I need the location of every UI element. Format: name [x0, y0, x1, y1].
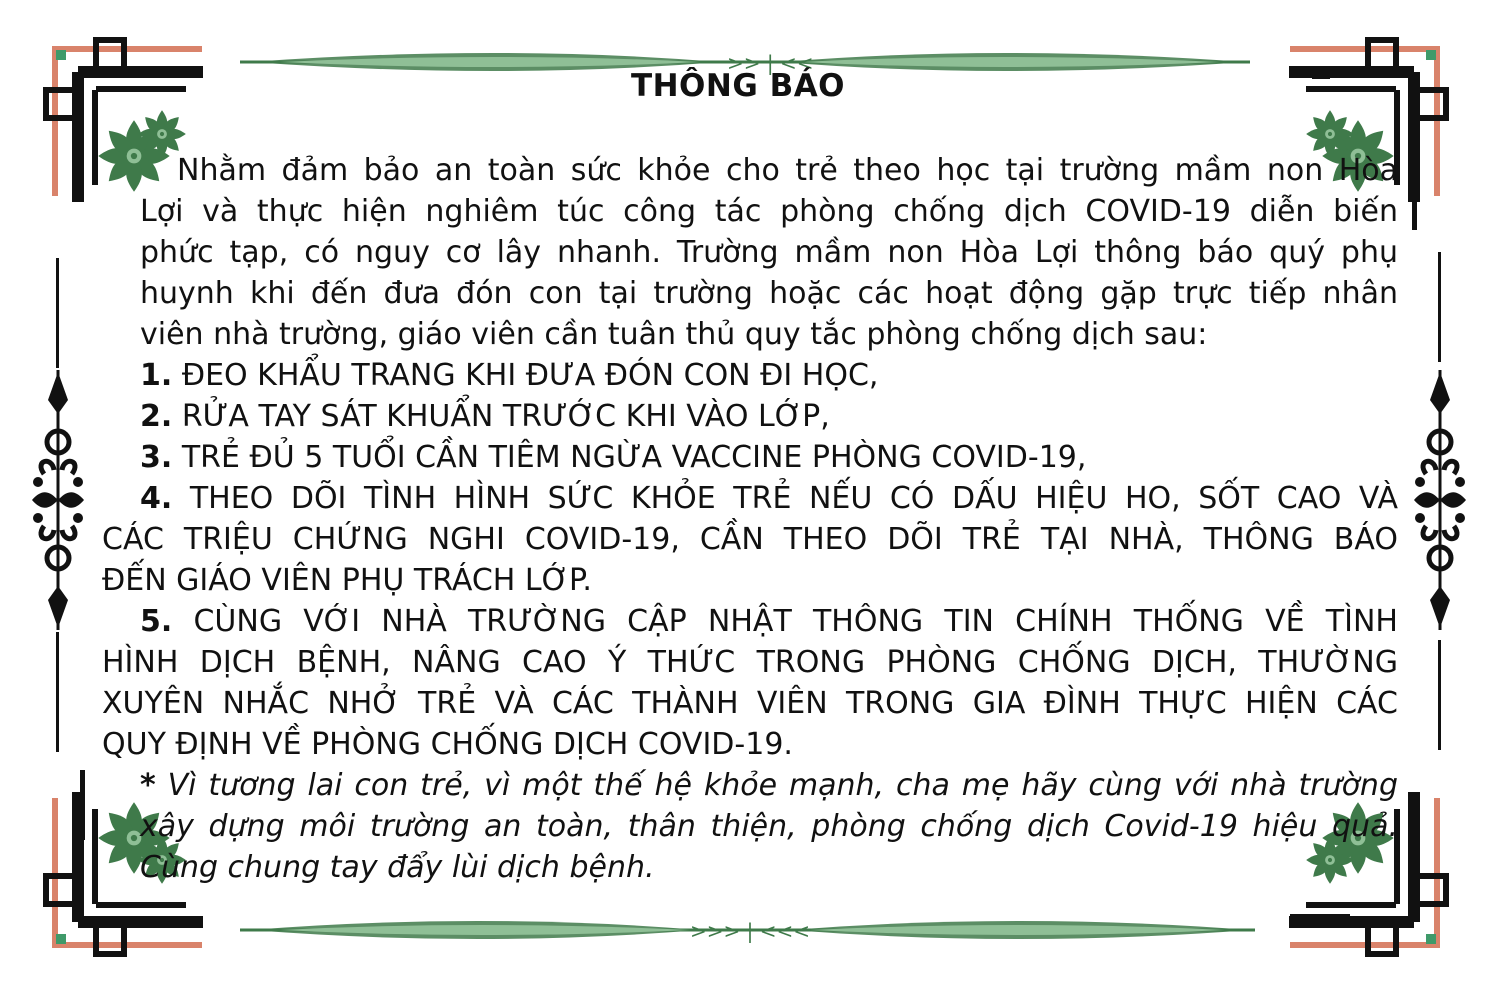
- intro-line: phức tạp, có nguy cơ lây nhanh. Trường mầm non Hòa Lợi thông báo quý phụ: [140, 235, 1398, 270]
- rule-text: CÁC TRIỆU CHỨNG NGHI COVID-19, CẦN THEO DÕI TRẺ TẠI NHÀ, THÔNG BÁO: [102, 522, 1398, 557]
- notice-title: THÔNG BÁO: [630, 68, 846, 104]
- closing-text: Cùng chung tay đẩy lùi dịch bệnh.: [140, 850, 655, 885]
- closing-text: xây dựng môi trường an toàn, thân thiện, phòng chống dịch Covid-19 hiệu quả.: [140, 809, 1398, 844]
- rule-text: TRẺ ĐỦ 5 TUỔI CẦN TIÊM NGỪA VACCINE PHÒNG COVID-19,: [181, 440, 1087, 475]
- rule-number: 3.: [140, 440, 173, 475]
- intro-line: Lợi và thực hiện nghiêm túc công tác phòng chống dịch COVID-19 diễn biến: [140, 194, 1398, 229]
- rule-text: ĐEO KHẨU TRANG KHI ĐƯA ĐÓN CON ĐI HỌC,: [181, 358, 879, 393]
- side-ornament-right: [1414, 370, 1466, 630]
- intro-line: Nhằm đảm bảo an toàn sức khỏe cho trẻ theo học tại trường mầm non Hòa: [177, 153, 1398, 188]
- rule-item: [102, 601, 1398, 765]
- closing-text: Vì tương lai con trẻ, vì một thế hệ khỏe mạnh, cha mẹ hãy cùng với nhà trường: [167, 768, 1398, 803]
- rule-number: 2.: [140, 399, 173, 434]
- rule-item: [102, 478, 1398, 601]
- svg-text:>> | <<: >> | <<: [727, 51, 814, 75]
- rule-text: HÌNH DỊCH BỆNH, NÂNG CAO Ý THỨC TRONG PHÒNG CHỐNG DỊCH, THƯỜNG: [102, 645, 1398, 680]
- rule-number: 5.: [140, 604, 173, 639]
- rule-number: 4.: [140, 481, 173, 516]
- rule-number: 1.: [140, 358, 173, 393]
- intro-paragraph: [102, 150, 1398, 355]
- rule-text: ĐẾN GIÁO VIÊN PHỤ TRÁCH LỚP.: [102, 563, 592, 598]
- closing-marker: *: [140, 768, 156, 803]
- notice-body: [102, 150, 1398, 888]
- rule-item: [102, 396, 1398, 437]
- rule-text: QUY ĐỊNH VỀ PHÒNG CHỐNG DỊCH COVID-19.: [102, 727, 793, 762]
- rule-text: RỬA TAY SÁT KHUẨN TRƯỚC KHI VÀO LỚP,: [181, 399, 830, 434]
- closing-paragraph: [102, 765, 1398, 888]
- rule-text: THEO DÕI TÌNH HÌNH SỨC KHỎE TRẺ NẾU CÓ DẤU HIỆU HO, SỐT CAO VÀ: [189, 481, 1398, 516]
- rule-item: [102, 355, 1398, 396]
- bottom-leaf-garland: [240, 919, 1255, 943]
- rule-text: CÙNG VỚI NHÀ TRƯỜNG CẬP NHẬT THÔNG TIN CHÍNH THỐNG VỀ TÌNH: [193, 604, 1398, 639]
- intro-line: viên nhà trường, giáo viên cần tuân thủ quy tắc phòng chống dịch sau:: [140, 317, 1208, 352]
- side-ornament-left: [32, 370, 84, 630]
- svg-text:>>> | <<<: >>> | <<<: [690, 919, 810, 943]
- rule-item: [102, 437, 1398, 478]
- rule-text: XUYÊN NHẮC NHỞ TRẺ VÀ CÁC THÀNH VIÊN TRONG GIA ĐÌNH THỰC HIỆN CÁC: [102, 686, 1398, 721]
- intro-line: huynh khi đến đưa đón con tại trường hoặc các hoạt động gặp trực tiếp nhân: [140, 276, 1398, 311]
